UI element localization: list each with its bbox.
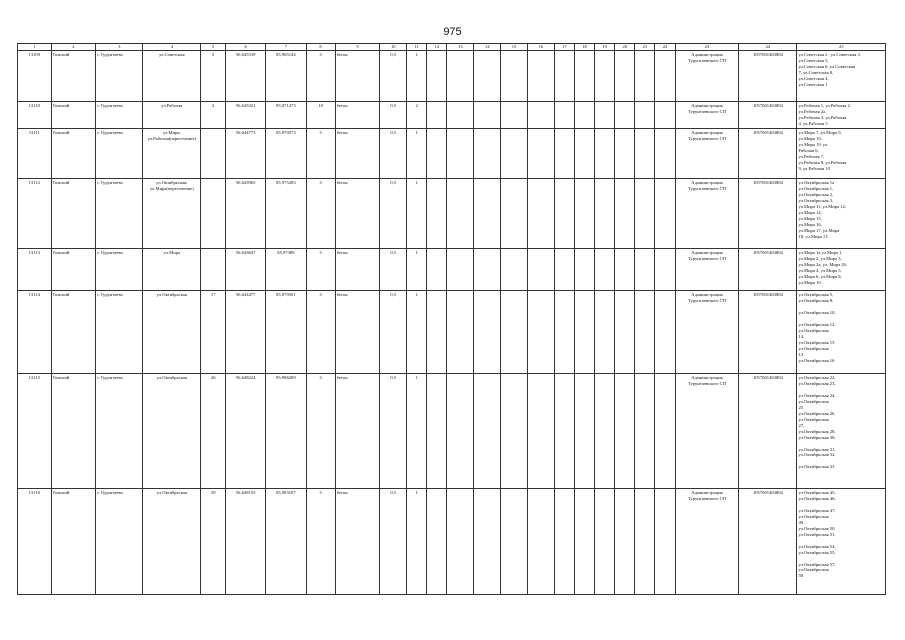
street-cell: ул.Мира xyxy=(143,248,201,290)
empty-cell xyxy=(501,128,528,178)
column-header: 13 xyxy=(447,44,474,51)
table-row xyxy=(18,51,886,102)
table-row xyxy=(18,290,886,373)
empty-cell xyxy=(554,51,574,102)
empty-cell xyxy=(427,102,447,129)
district-cell: Томский xyxy=(51,51,96,102)
column-header: 21 xyxy=(635,44,655,51)
column-header: 14 xyxy=(474,44,501,51)
empty-cell xyxy=(501,373,528,488)
latitude-cell: 56,645321 xyxy=(226,102,266,129)
empty-cell xyxy=(574,488,594,594)
area-cell: 0,5 xyxy=(380,488,407,594)
house-number-cell: 26 xyxy=(201,373,226,488)
surface-cell: бетон xyxy=(335,178,380,248)
street-cell: ул.Мира; ул.Рабочая(пересечение) xyxy=(143,128,201,178)
empty-cell xyxy=(474,290,501,373)
empty-cell xyxy=(447,128,474,178)
count-cell: 1 xyxy=(407,373,427,488)
row-id: 13110 xyxy=(18,102,52,129)
empty-cell xyxy=(615,128,635,178)
served-addresses-cell: ул.Советская 2 , ул.Советская 3, ул.Советская 5, ул.Советская 6, ул.Советская 7, ул.Советская 8, ул.Советская 4, ул.Советская 1 xyxy=(797,51,886,102)
empty-cell xyxy=(427,128,447,178)
empty-cell xyxy=(595,51,615,102)
empty-cell xyxy=(655,290,675,373)
empty-cell xyxy=(595,128,615,178)
empty-cell xyxy=(635,488,655,594)
longitude-cell: 85,979561 xyxy=(266,290,306,373)
capacity-cell: 3 xyxy=(306,290,335,373)
empty-cell xyxy=(427,290,447,373)
row-id: 13113 xyxy=(18,248,52,290)
empty-cell xyxy=(527,290,554,373)
latitude-cell: 56,648224 xyxy=(226,373,266,488)
empty-cell xyxy=(554,178,574,248)
house-number-cell xyxy=(201,128,226,178)
empty-cell xyxy=(501,488,528,594)
column-header: 3 xyxy=(96,44,143,51)
street-cell: ул.Октябрьская xyxy=(143,290,201,373)
district-cell: Томский xyxy=(51,290,96,373)
latitude-cell: 56,643647 xyxy=(226,248,266,290)
column-header: 2 xyxy=(51,44,96,51)
column-header: 4 xyxy=(143,44,201,51)
empty-cell xyxy=(527,178,554,248)
street-cell: ул.Октябрьская xyxy=(143,488,201,594)
capacity-cell: 3 xyxy=(306,488,335,594)
empty-cell xyxy=(574,290,594,373)
empty-cell xyxy=(615,373,635,488)
latitude-cell: 56,643965 xyxy=(226,178,266,248)
empty-cell xyxy=(474,373,501,488)
ogrn-cell: 1057001463804 xyxy=(739,128,797,178)
count-cell: 1 xyxy=(407,248,427,290)
column-header: 25 xyxy=(797,44,886,51)
column-header: 18 xyxy=(574,44,594,51)
latitude-cell: 56,645539 xyxy=(226,51,266,102)
longitude-cell: 85,986209 xyxy=(266,373,306,488)
area-cell: 0,5 xyxy=(380,102,407,129)
locality-cell: с.Турунтаево xyxy=(96,51,143,102)
area-cell: 0,5 xyxy=(380,373,407,488)
surface-cell: бетон xyxy=(335,128,380,178)
district-cell: Томский xyxy=(51,488,96,594)
ogrn-cell: 1057001463804 xyxy=(739,488,797,594)
capacity-cell: 3 xyxy=(306,51,335,102)
empty-cell xyxy=(655,488,675,594)
column-header: 16 xyxy=(527,44,554,51)
column-header: 8 xyxy=(306,44,335,51)
latitude-cell: 56,648155 xyxy=(226,488,266,594)
ogrn-cell: 1057001463804 xyxy=(739,373,797,488)
empty-cell xyxy=(447,51,474,102)
count-cell: 1 xyxy=(407,51,427,102)
empty-cell xyxy=(554,128,574,178)
empty-cell xyxy=(655,373,675,488)
area-cell: 0,5 xyxy=(380,248,407,290)
empty-cell xyxy=(655,128,675,178)
empty-cell xyxy=(447,102,474,129)
house-number-cell: 39 xyxy=(201,488,226,594)
street-cell: ул.Октябрьская xyxy=(143,373,201,488)
empty-cell xyxy=(527,51,554,102)
capacity-cell: 3 xyxy=(306,373,335,488)
served-addresses-cell: ул.Мира 1а ул.Мира 1, ул.Мира 2, ул.Мира 3, ул.Мира 2а, ул. Мира 2б, ул.Мира 4, ул.Мира 5, ул.Мира 6, ул.Мира 8, ул.Мира 10 xyxy=(797,248,886,290)
served-addresses-cell: ул.Октябрьская 1а ул.Октябрьская 1, ул.Октябрьская 2, ул.Октябрьская 3, ул.Мира 11, ул.Мира 12, ул.Мира 14, ул.Мира 15, ул.Мира 16, ул.Мира 17, ул.Мира 18, ул.Мира 13 xyxy=(797,178,886,248)
owner-cell: Администрация Турунтаевского СП xyxy=(675,102,739,129)
capacity-cell: 3 xyxy=(306,248,335,290)
empty-cell xyxy=(574,178,594,248)
column-header: 19 xyxy=(595,44,615,51)
table-row xyxy=(18,488,886,594)
locality-cell: с.Турунтаево xyxy=(96,102,143,129)
table-row xyxy=(18,248,886,290)
owner-cell: Администрация Турунтаевского СП xyxy=(675,248,739,290)
owner-cell: Администрация Турунтаевского СП xyxy=(675,373,739,488)
surface-cell: бетон xyxy=(335,290,380,373)
empty-cell xyxy=(635,290,655,373)
district-cell: Томский xyxy=(51,248,96,290)
district-cell: Томский xyxy=(51,373,96,488)
empty-cell xyxy=(501,290,528,373)
district-cell: Томский xyxy=(51,178,96,248)
area-cell: 0,5 xyxy=(380,178,407,248)
empty-cell xyxy=(615,178,635,248)
empty-cell xyxy=(554,373,574,488)
house-number-cell xyxy=(201,248,226,290)
street-cell: ул.Советская xyxy=(143,51,201,102)
empty-cell xyxy=(574,128,594,178)
column-header: 23 xyxy=(675,44,739,51)
empty-cell xyxy=(655,51,675,102)
surface-cell: бетон xyxy=(335,488,380,594)
longitude-cell: 85,971273 xyxy=(266,102,306,129)
empty-cell xyxy=(501,178,528,248)
district-cell: Томский xyxy=(51,102,96,129)
row-id: 13116 xyxy=(18,488,52,594)
empty-cell xyxy=(615,290,635,373)
empty-cell xyxy=(635,102,655,129)
house-number-cell: 17 xyxy=(201,290,226,373)
empty-cell xyxy=(527,128,554,178)
surface-cell: бетон xyxy=(335,102,380,129)
column-header: 22 xyxy=(655,44,675,51)
empty-cell xyxy=(574,102,594,129)
table-row xyxy=(18,102,886,129)
empty-cell xyxy=(427,488,447,594)
empty-cell xyxy=(447,488,474,594)
empty-cell xyxy=(635,51,655,102)
count-cell: 1 xyxy=(407,290,427,373)
ogrn-cell: 1057001463804 xyxy=(739,178,797,248)
empty-cell xyxy=(447,290,474,373)
area-cell: 0,5 xyxy=(380,290,407,373)
capacity-cell: 3 xyxy=(306,128,335,178)
empty-cell xyxy=(474,128,501,178)
column-header: 6 xyxy=(226,44,266,51)
house-number-cell xyxy=(201,178,226,248)
empty-cell xyxy=(554,488,574,594)
longitude-cell: 85,97389 xyxy=(266,248,306,290)
row-id: 13111 xyxy=(18,128,52,178)
empty-cell xyxy=(474,178,501,248)
column-header: 20 xyxy=(615,44,635,51)
ogrn-cell: 1057001463804 xyxy=(739,51,797,102)
empty-cell xyxy=(595,248,615,290)
empty-cell xyxy=(635,248,655,290)
table-row xyxy=(18,128,886,178)
ogrn-cell: 1057001463804 xyxy=(739,102,797,129)
registry-table xyxy=(17,43,886,595)
empty-cell xyxy=(447,248,474,290)
column-header: 1 xyxy=(18,44,52,51)
column-header: 7 xyxy=(266,44,306,51)
empty-cell xyxy=(615,51,635,102)
empty-cell xyxy=(635,373,655,488)
page-number: 975 xyxy=(443,26,462,38)
count-cell: 2 xyxy=(407,102,427,129)
empty-cell xyxy=(655,248,675,290)
empty-cell xyxy=(574,248,594,290)
column-header: 9 xyxy=(335,44,380,51)
empty-cell xyxy=(635,128,655,178)
row-id: 13112 xyxy=(18,178,52,248)
column-header: 12 xyxy=(427,44,447,51)
owner-cell: Администрация Турунтаевского СП xyxy=(675,178,739,248)
locality-cell: с.Турунтаево xyxy=(96,488,143,594)
longitude-cell: 85,975283 xyxy=(266,178,306,248)
locality-cell: с.Турунтаево xyxy=(96,178,143,248)
empty-cell xyxy=(554,102,574,129)
latitude-cell: 56,644773 xyxy=(226,128,266,178)
empty-cell xyxy=(474,51,501,102)
row-id: 13114 xyxy=(18,290,52,373)
empty-cell xyxy=(615,102,635,129)
empty-cell xyxy=(527,102,554,129)
empty-cell xyxy=(427,178,447,248)
locality-cell: с.Турунтаево xyxy=(96,373,143,488)
empty-cell xyxy=(615,488,635,594)
empty-cell xyxy=(635,178,655,248)
column-header: 10 xyxy=(380,44,407,51)
street-cell: ул.Рабочая xyxy=(143,102,201,129)
capacity-cell: 10 xyxy=(306,102,335,129)
owner-cell: Администрация Турунтаевского СП xyxy=(675,488,739,594)
served-addresses-cell: ул.Октябрьская 22, ул.Октябрьская 23, ул.Октябрьская 24, ул.Октябрьская 25 ул.Октябрьская 26 ул.Октябрьская 27, ул.Октябрьская 28, ул.Октябрьская 30, ул.Октябрьская 31, ул.Октябрьская 32, ул.Октябрьская 33 xyxy=(797,373,886,488)
empty-cell xyxy=(527,373,554,488)
served-addresses-cell: ул.Мира 7, ул.Мира 9, ул.Мира 10, ул.Мира 19, ул. Рабочая 6, ул.Рабочая 7, ул.Рабочая 8, ул.Рабочая 9, ул.Рабочая 10 xyxy=(797,128,886,178)
count-cell: 1 xyxy=(407,178,427,248)
empty-cell xyxy=(554,290,574,373)
empty-cell xyxy=(501,102,528,129)
ogrn-cell: 1057001463804 xyxy=(739,248,797,290)
locality-cell: с.Турунтаево xyxy=(96,248,143,290)
longitude-cell: 85,983107 xyxy=(266,488,306,594)
locality-cell: с.Турунтаево xyxy=(96,290,143,373)
empty-cell xyxy=(527,248,554,290)
ogrn-cell: 1057001463804 xyxy=(739,290,797,373)
empty-cell xyxy=(527,488,554,594)
empty-cell xyxy=(474,488,501,594)
column-header: 24 xyxy=(739,44,797,51)
served-addresses-cell: ул.Октябрьская 45, ул.Октябрьская 46, ул.Октябрьская 47, ул.Октябрьская 49, ул.Октябрьская 50, ул.Октябрьская 51, ул.Октябрьская 54, ул.Октябрьская 55, ул.Октябрьская 57, ул.Октябрьская 58 xyxy=(797,488,886,594)
table-row xyxy=(18,373,886,488)
area-cell: 0,5 xyxy=(380,51,407,102)
empty-cell xyxy=(595,102,615,129)
owner-cell: Администрация Турунтаевского СП xyxy=(675,128,739,178)
table-row xyxy=(18,178,886,248)
latitude-cell: 56,644477 xyxy=(226,290,266,373)
locality-cell: с.Турунтаево xyxy=(96,128,143,178)
empty-cell xyxy=(501,248,528,290)
served-addresses-cell: ул.Октябрьская 5, ул.Октябрьская 8, ул.Октябрьская 10, ул.Октябрьская 12, ул.Октябрьская 14, ул.Октябрьская 15 ул.Октябрьская 13, ул.Октябрьская 16 xyxy=(797,290,886,373)
longitude-cell: 85,965144 xyxy=(266,51,306,102)
empty-cell xyxy=(615,248,635,290)
surface-cell: бетон xyxy=(335,248,380,290)
empty-cell xyxy=(427,51,447,102)
capacity-cell: 3 xyxy=(306,178,335,248)
owner-cell: Администрация Турунтаевского СП xyxy=(675,290,739,373)
house-number-cell: 2 xyxy=(201,102,226,129)
header-row xyxy=(18,44,886,51)
column-header: 5 xyxy=(201,44,226,51)
area-cell: 0,5 xyxy=(380,128,407,178)
empty-cell xyxy=(447,178,474,248)
empty-cell xyxy=(595,290,615,373)
column-header: 11 xyxy=(407,44,427,51)
empty-cell xyxy=(474,248,501,290)
count-cell: 1 xyxy=(407,128,427,178)
longitude-cell: 85,970573 xyxy=(266,128,306,178)
district-cell: Томский xyxy=(51,128,96,178)
empty-cell xyxy=(574,373,594,488)
column-header: 15 xyxy=(501,44,528,51)
street-cell: ул.Октябрьская; ул.Мира(пересечение) xyxy=(143,178,201,248)
count-cell: 1 xyxy=(407,488,427,594)
empty-cell xyxy=(595,178,615,248)
owner-cell: Администрация Турунтаевского СП xyxy=(675,51,739,102)
empty-cell xyxy=(595,488,615,594)
row-id: 13109 xyxy=(18,51,52,102)
surface-cell: бетон xyxy=(335,373,380,488)
row-id: 13115 xyxy=(18,373,52,488)
empty-cell xyxy=(501,51,528,102)
house-number-cell: 5 xyxy=(201,51,226,102)
empty-cell xyxy=(655,178,675,248)
empty-cell xyxy=(655,102,675,129)
surface-cell: бетон xyxy=(335,51,380,102)
empty-cell xyxy=(574,51,594,102)
empty-cell xyxy=(427,248,447,290)
empty-cell xyxy=(474,102,501,129)
served-addresses-cell: ул.Рабочая 1, ул.Рабочая 2, ул.Рабочая 2а, ул.Рабочая 3, ул.Рабочая 4, ул.Рабочая 5 xyxy=(797,102,886,129)
empty-cell xyxy=(447,373,474,488)
empty-cell xyxy=(554,248,574,290)
empty-cell xyxy=(427,373,447,488)
column-header: 17 xyxy=(554,44,574,51)
empty-cell xyxy=(595,373,615,488)
